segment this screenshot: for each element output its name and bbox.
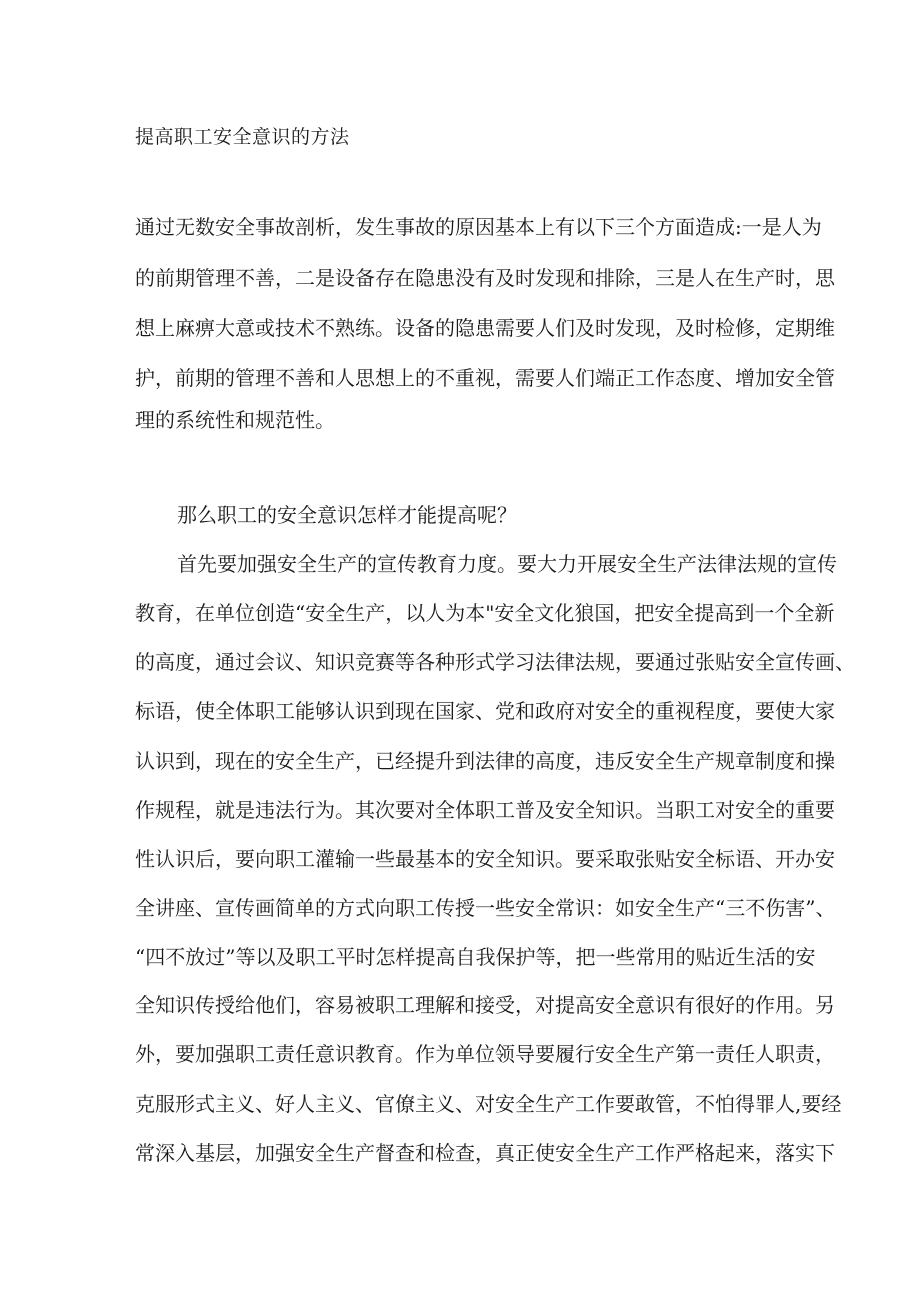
paragraph1-line: 护，前期的管理不善和人思想上的不重视，需要人们端正工作态度、增加安全管 — [135, 366, 835, 390]
paragraph2-line: 全讲座、宣传画简单的方式向职工传授一些安全常识：如安全生产“三不伤害”、 — [135, 896, 836, 920]
paragraph2-line: “四不放过”等以及职工平时怎样提高自我保护等，把一些常用的贴近生活的安 — [135, 945, 816, 969]
paragraph1-line: 理的系统性和规范性。 — [135, 408, 335, 432]
paragraph2-line: 教育，在单位创造“安全生产，以人为本"安全文化狼国，把安全提高到一个全新 — [135, 601, 835, 625]
paragraph2-line: 认识到，现在的安全生产，已经提升到法律的高度，违反安全生产规章制度和操 — [135, 749, 835, 773]
document-title: 提高职工安全意识的方法 — [135, 126, 350, 148]
paragraph1-line: 通过无数安全事故剖析，发生事故的原因基本上有以下三个方面造成:一是人为 — [135, 215, 822, 239]
paragraph2-line: 作规程，就是违法行为。其次要对全体职工普及安全知识。当职工对安全的重要 — [135, 798, 835, 822]
paragraph2-line: 外，要加强职工责任意识教育。作为单位领导要履行安全生产第一责任人职责， — [135, 1042, 835, 1066]
paragraph2-line: 的高度，通过会议、知识竞赛等各种形式学习法律法规，要通过张贴安全宣传画、 — [135, 650, 855, 674]
paragraph2-line: 常深入基层，加强安全生产督查和检查，真正使安全生产工作严格起来，落实下 — [135, 1141, 835, 1165]
paragraph2-line: 克服形式主义、好人主义、官僚主义、对安全生产工作要敢管，不怕得罪人,要经 — [135, 1092, 842, 1116]
paragraph1-line: 想上麻痹大意或技术不熟练。设备的隐患需要人们及时发现，及时检修，定期维 — [135, 316, 835, 340]
paragraph2-line: 全知识传授给他们，容易被职工理解和接受，对提高安全意识有很好的作用。另 — [135, 993, 835, 1017]
paragraph2-line: 性认识后，要向职工灌输一些最基本的安全知识。要采取张贴安全标语、开办安 — [135, 847, 835, 871]
paragraph1-line: 的前期管理不善，二是设备存在隐患没有及时发现和排除，三是人在生产时，思 — [135, 266, 835, 290]
question-line: 那么职工的安全意识怎样才能提高呢？ — [177, 503, 517, 527]
paragraph2-line: 标语，使全体职工能够认识到现在国家、党和政府对安全的重视程度，要使大家 — [135, 699, 835, 723]
paragraph2-line: 首先要加强安全生产的宣传教育力度。要大力开展安全生产法律法规的宣传 — [177, 552, 837, 576]
